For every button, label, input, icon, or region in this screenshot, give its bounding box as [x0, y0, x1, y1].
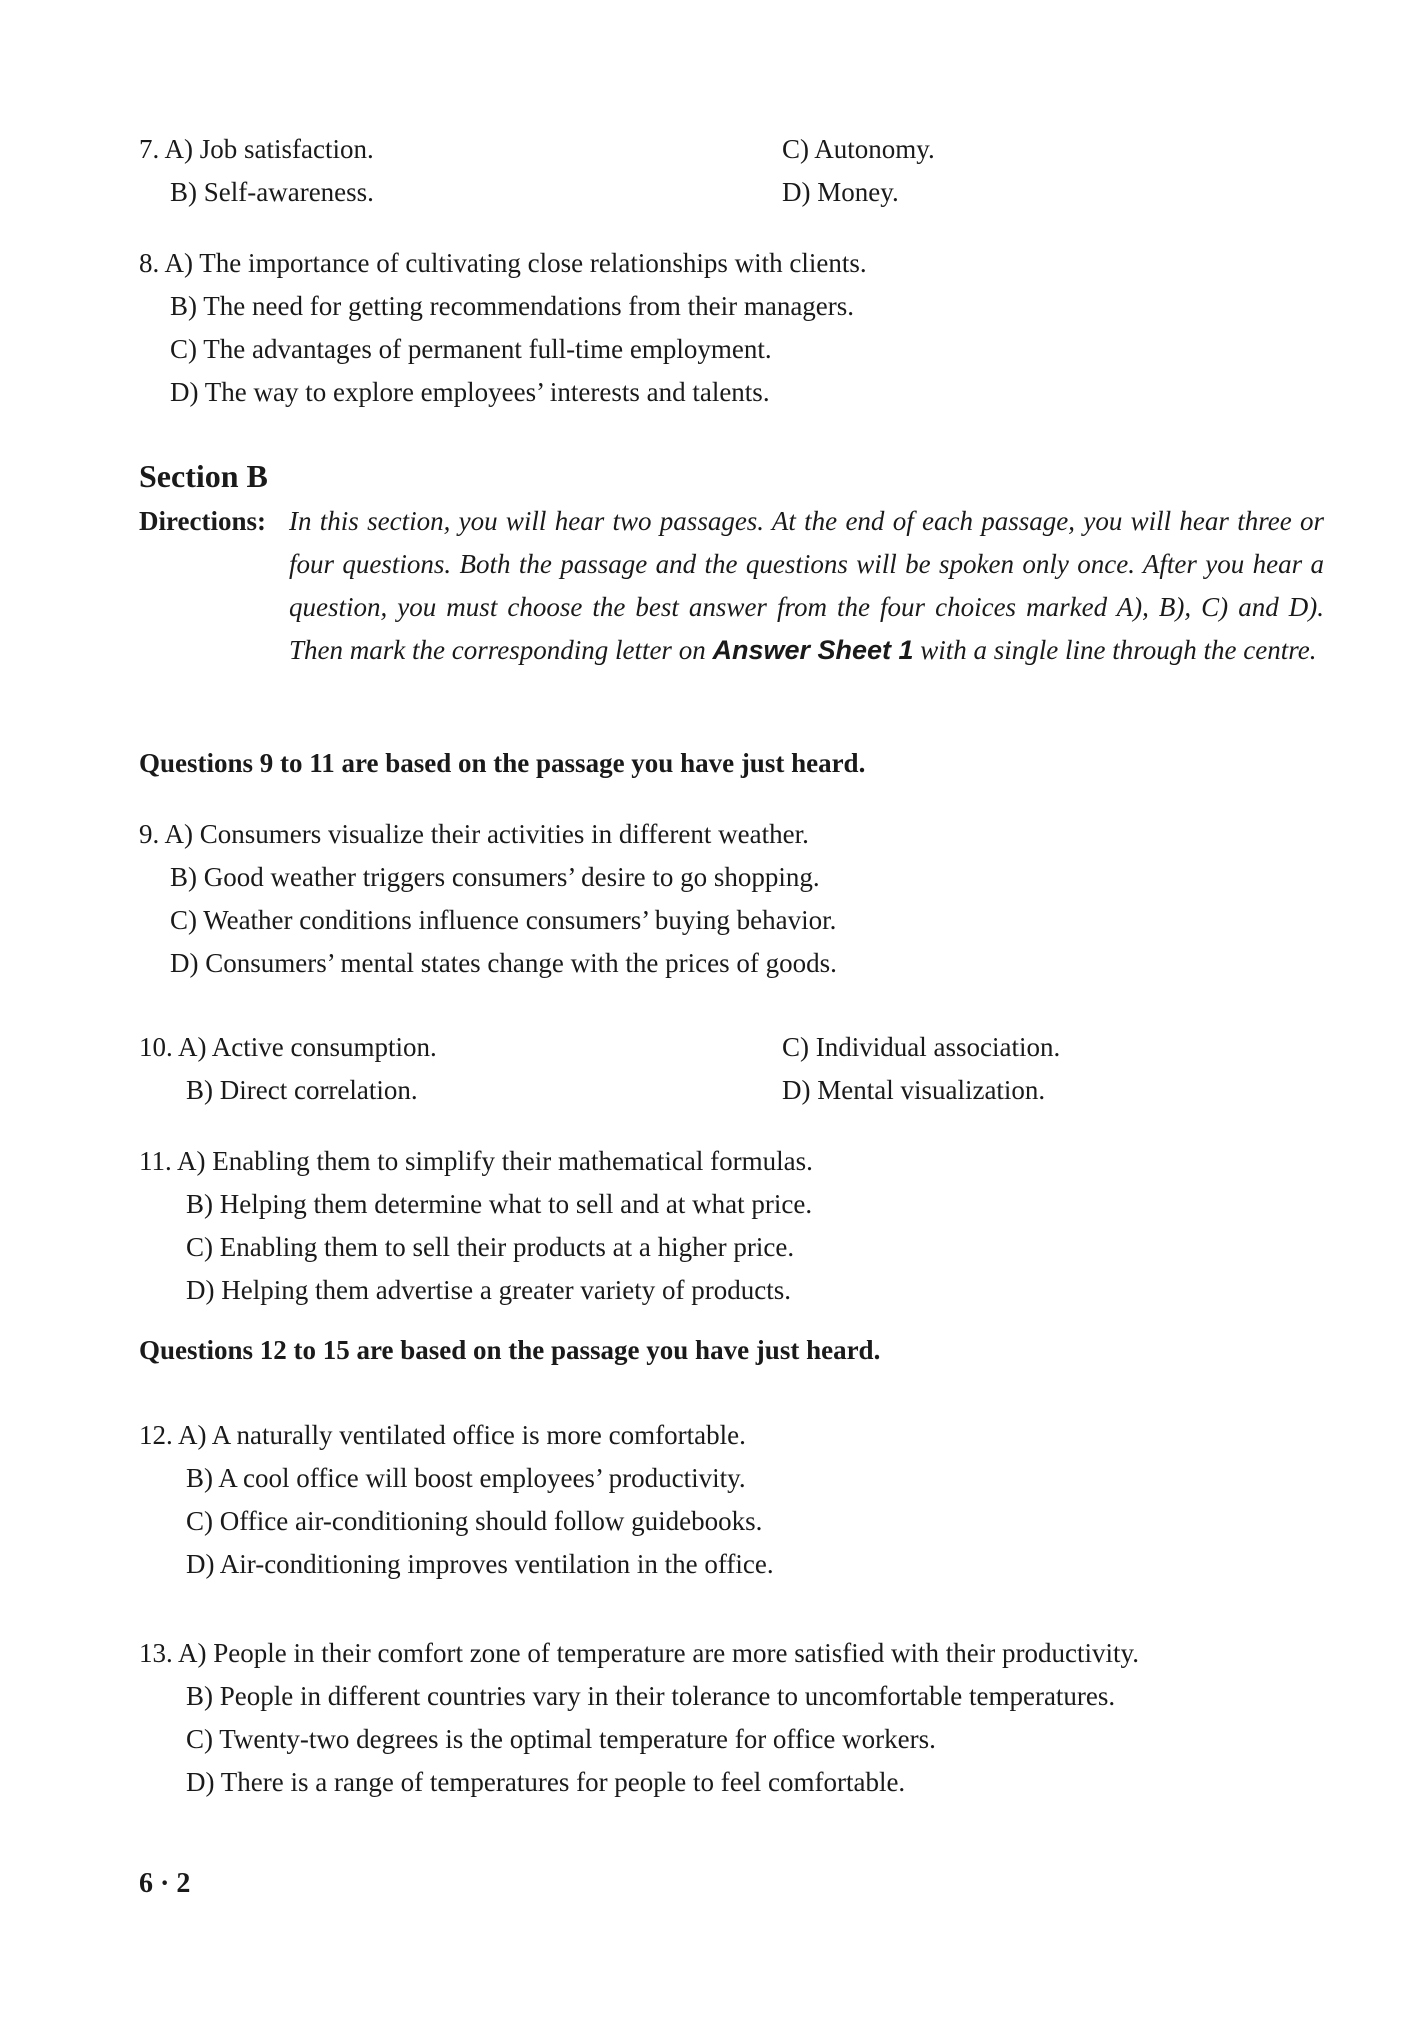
q13-number: 13.	[139, 1638, 173, 1668]
q8-number: 8.	[139, 248, 160, 278]
q8-option-d: D) The way to explore employees’ interests and talents.	[170, 377, 770, 407]
q13-option-a: 13. A) People in their comfort zone of temperature are more satisfied with their productivity.	[139, 1638, 1139, 1668]
q10-option-a: 10. A) Active consumption.	[139, 1032, 437, 1062]
directions-label: Directions:	[139, 506, 266, 536]
q11-option-d: D) Helping them advertise a greater variety of products.	[186, 1275, 792, 1305]
q10-option-c: C) Individual association.	[782, 1032, 1061, 1062]
q10-number: 10.	[139, 1032, 173, 1062]
q13-option-c: C) Twenty-two degrees is the optimal temperature for office workers.	[186, 1724, 936, 1754]
question-8	[139, 242, 867, 414]
q12-option-b: B) A cool office will boost employees’ productivity.	[186, 1463, 746, 1493]
q12-option-d: D) Air-conditioning improves ventilation in the office.	[186, 1549, 774, 1579]
q8-option-b: B) The need for getting recommendations from their managers.	[170, 291, 855, 321]
question-12	[139, 1414, 774, 1586]
question-11	[139, 1140, 813, 1312]
q10-option-d: D) Mental visualization.	[782, 1075, 1046, 1105]
section-title: Section B	[139, 458, 268, 494]
question-7	[139, 128, 1182, 214]
directions-text: In this section, you will hear two passages. At the end of each passage, you will hear three or four questions. Both the passage and the questions will be spoken only once. After you hear a question, you must choose the best answer from the four choices marked A), B), C) and D). Then mark the corresponding letter on Answer Sheet 1 with a single line through the centre.	[289, 506, 1324, 665]
q9-option-c: C) Weather conditions influence consumers’ buying behavior.	[170, 905, 837, 935]
q11-option-b: B) Helping them determine what to sell and at what price.	[186, 1189, 813, 1219]
q7-option-c: C) Autonomy.	[782, 134, 935, 164]
q11-number: 11.	[139, 1146, 172, 1176]
q12-option-c: C) Office air-conditioning should follow guidebooks.	[186, 1506, 763, 1536]
q8-option-c: C) The advantages of permanent full-time employment.	[170, 334, 772, 364]
q10-option-b: B) Direct correlation.	[186, 1075, 418, 1105]
question-9	[139, 813, 837, 985]
q13-option-d: D) There is a range of temperatures for people to feel comfortable.	[186, 1767, 906, 1797]
group2-heading: Questions 12 to 15 are based on the passage you have just heard.	[139, 1335, 881, 1365]
q9-option-d: D) Consumers’ mental states change with the prices of goods.	[170, 948, 837, 978]
q7-option-a: 7. A) Job satisfaction.	[139, 134, 374, 164]
q9-option-b: B) Good weather triggers consumers’ desire to go shopping.	[170, 862, 820, 892]
q11-option-a: 11. A) Enabling them to simplify their mathematical formulas.	[139, 1146, 813, 1176]
q7-option-b: B) Self-awareness.	[170, 177, 374, 207]
q12-option-a: 12. A) A naturally ventilated office is more comfortable.	[139, 1420, 746, 1450]
q12-number: 12.	[139, 1420, 173, 1450]
q7-option-d: D) Money.	[782, 177, 899, 207]
q13-option-b: B) People in different countries vary in their tolerance to uncomfortable temperatures.	[186, 1681, 1116, 1711]
q9-number: 9.	[139, 819, 160, 849]
q9-option-a: 9. A) Consumers visualize their activities in different weather.	[139, 819, 809, 849]
page-number: 6 · 2	[139, 1868, 191, 1899]
answer-sheet-label: Answer Sheet 1	[712, 635, 914, 665]
group1-heading: Questions 9 to 11 are based on the passage you have just heard.	[139, 748, 866, 778]
q8-option-a: 8. A) The importance of cultivating close relationships with clients.	[139, 248, 867, 278]
q7-number: 7.	[139, 134, 160, 164]
q11-option-c: C) Enabling them to sell their products at a higher price.	[186, 1232, 795, 1262]
question-10	[139, 1026, 1182, 1112]
question-13	[139, 1632, 1139, 1804]
